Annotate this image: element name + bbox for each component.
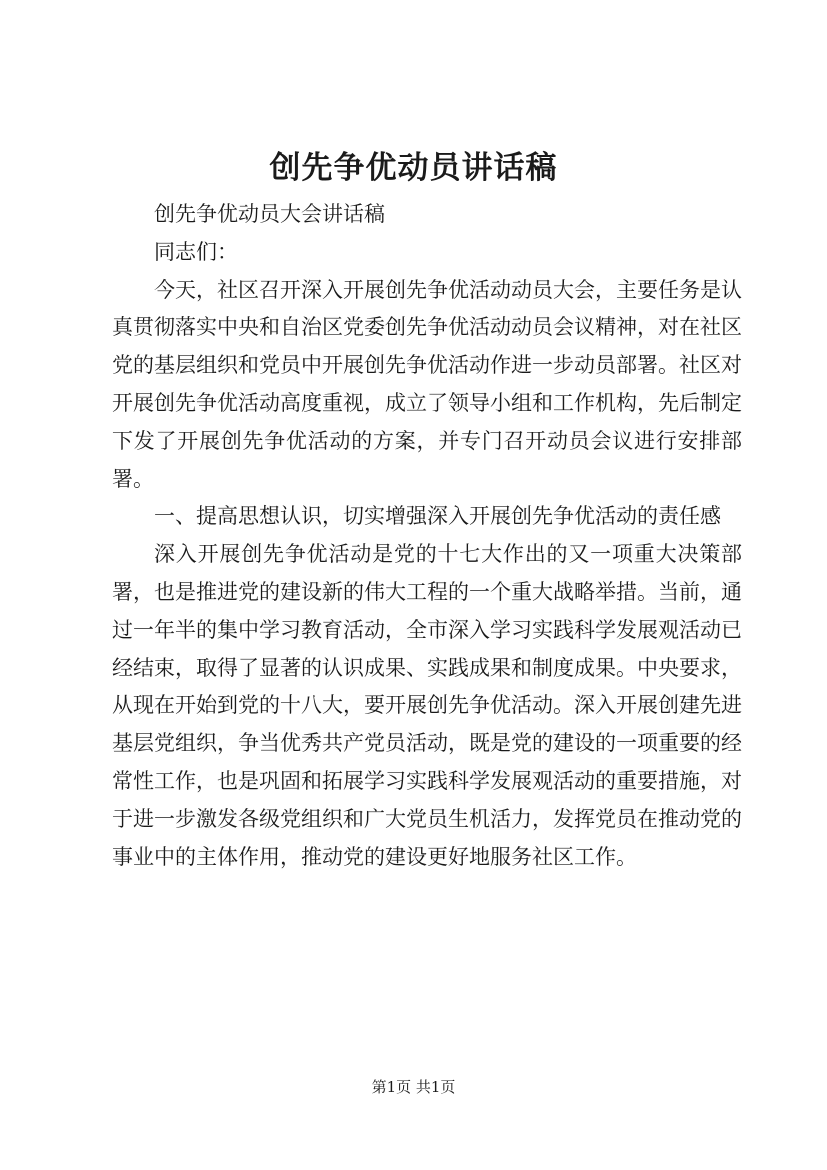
document-body xyxy=(112,196,742,876)
section-heading: 一、提高思想认识，切实增强深入开展创先争优活动的责任感 xyxy=(154,504,721,529)
page-footer: 第1页 共1页 xyxy=(371,1078,456,1096)
intro-paragraph: 今天，社区召开深入开展创先争优活动动员大会，主要任务是认真贯彻落实中央和自治区党委创先争优活动动员会议精神，对在社区党的基层组织和党员中开展创先争优活动作进一步动员部署。社区对开展创先争优活动高度重视，成立了领导小组和工作机构，先后制定下发了开展创先争优活动的方案，并专门召开动员会议进行安排部署。 xyxy=(112,277,742,491)
section-paragraph: 深入开展创先争优活动是党的十七大作出的又一项重大决策部署，也是推进党的建设新的伟大工程的一个重大战略举措。当前，通过一年半的集中学习教育活动，全市深入学习实践科学发展观活动已经结束，取得了显著的认识成果、实践成果和制度成果。中央要求，从现在开始到党的十八大，要开展创先争优活动。深入开展创建先进基层党组织，争当优秀共产党员活动，既是党的建设的一项重要的经常性工作，也是巩固和拓展学习实践科学发展观活动的重要措施，对于进一步激发各级党组织和广大党员生机活力，发挥党员在推动党的事业中的主体作用，推动党的建设更好地服务社区工作。 xyxy=(112,542,742,869)
salutation-paragraph: 同志们： xyxy=(154,239,238,264)
document-title: 创先争优动员讲话稿 xyxy=(269,150,558,186)
subtitle-paragraph: 创先争优动员大会讲话稿 xyxy=(154,202,385,226)
